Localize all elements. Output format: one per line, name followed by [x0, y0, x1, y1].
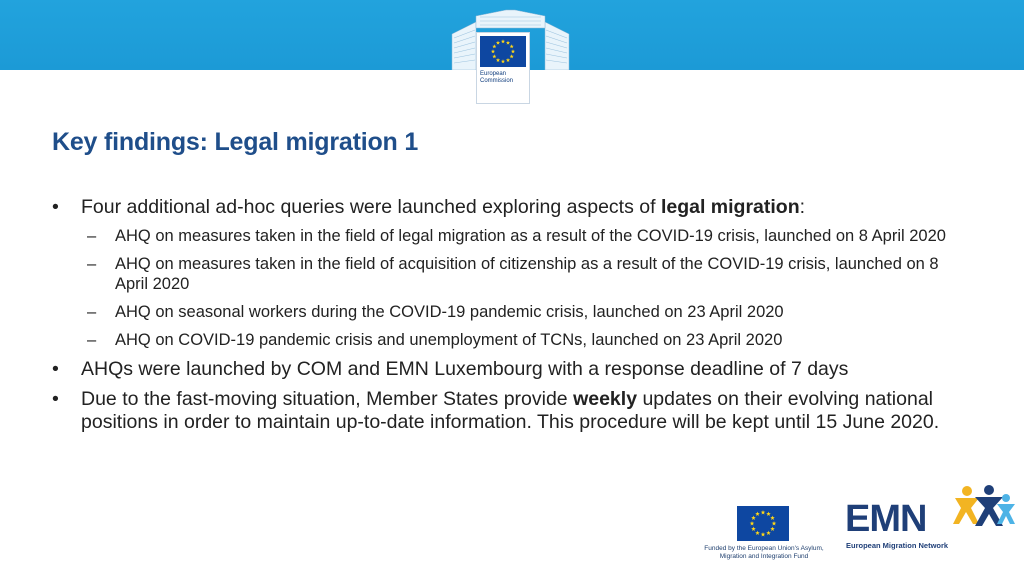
logo-line-2: Commission	[480, 78, 514, 84]
star-icon	[501, 59, 505, 63]
slide-content	[52, 196, 972, 441]
sub-bullet-text: AHQ on measures taken in the field of legal migration as a result of the COVID-19 crisis, launched on 8 April 2020	[115, 227, 946, 245]
bullet-2-text: AHQs were launched by COM and EMN Luxembourg with a response deadline of 7 days	[81, 358, 849, 380]
emn-network-name: European Migration Network	[846, 541, 949, 550]
star-icon	[496, 41, 500, 45]
eu-flag-icon	[737, 506, 789, 541]
emn-people-icon	[949, 484, 1015, 532]
bullet-1	[52, 196, 972, 219]
bullet-1-bold: legal migration	[660, 196, 800, 218]
star-icon	[755, 531, 760, 535]
bullet-3	[52, 388, 972, 434]
star-icon	[766, 531, 771, 535]
dash-icon: –	[87, 227, 97, 245]
dash-icon: –	[87, 255, 97, 273]
sub-bullet-text: AHQ on seasonal workers during the COVID-19 pandemic crisis, launched on 23 April 2020	[115, 303, 784, 321]
commission-label	[480, 71, 528, 85]
bullet-dot-icon: •	[52, 196, 59, 218]
star-icon	[510, 54, 514, 58]
star-icon	[511, 49, 515, 53]
star-icon	[506, 41, 510, 45]
logo-line-1: European	[480, 71, 507, 77]
sub-bullet	[52, 302, 972, 322]
sub-bullet	[52, 254, 972, 294]
dash-icon: –	[87, 303, 97, 321]
funded-caption	[700, 545, 828, 561]
bullet-dot-icon: •	[52, 358, 59, 380]
bullet-1-text: Four additional ad-hoc queries were launched exploring aspects of	[81, 196, 661, 218]
star-icon	[751, 516, 756, 520]
funded-line-1: Funded by the European Union's Asylum,	[704, 545, 824, 552]
funded-line-2: Migration and Integration Fund	[719, 553, 809, 560]
slide-title: Key findings: Legal migration 1	[52, 128, 419, 156]
sub-bullet-text: AHQ on COVID-19 pandemic crisis and unemployment of TCNs, launched on 23 April 2020	[115, 331, 783, 349]
star-icon	[492, 54, 496, 58]
star-icon	[496, 58, 500, 62]
sub-bullet	[52, 330, 972, 350]
european-commission-logo	[448, 8, 573, 94]
star-icon	[761, 510, 766, 514]
star-icon	[491, 49, 495, 53]
star-icon	[761, 532, 766, 536]
emn-logo	[845, 484, 1015, 554]
sub-bullet-text: AHQ on measures taken in the field of acquisition of citizenship as a result of the COVID-19 crisis, launched on 8 April 2020	[115, 255, 939, 293]
star-icon	[755, 512, 760, 516]
star-icon	[770, 527, 775, 531]
bullet-3-suffix: updates on their evolving national positions in order to maintain up-to-date information. This procedure will be kept until 15 June 2020.	[81, 388, 940, 433]
star-icon	[770, 516, 775, 520]
star-icon	[501, 39, 505, 43]
star-icon	[506, 58, 510, 62]
bullet-1-suffix: :	[799, 196, 806, 218]
star-icon	[772, 521, 777, 525]
star-icon	[510, 44, 514, 48]
bullet-2	[52, 358, 972, 381]
sub-bullet	[52, 226, 972, 246]
dash-icon: –	[87, 331, 97, 349]
star-icon	[751, 527, 756, 531]
sub-bullet-list	[52, 226, 972, 350]
bullet-dot-icon: •	[52, 388, 59, 410]
bullet-3-text: Due to the fast-moving situation, Member States provide	[81, 388, 574, 410]
commission-emblem	[476, 32, 530, 104]
bullet-3-bold: weekly	[573, 388, 638, 410]
star-icon	[750, 521, 755, 525]
star-icon	[492, 44, 496, 48]
star-icon	[766, 512, 771, 516]
emn-wordmark: EMN	[845, 498, 927, 540]
eu-flag-icon	[480, 36, 526, 67]
